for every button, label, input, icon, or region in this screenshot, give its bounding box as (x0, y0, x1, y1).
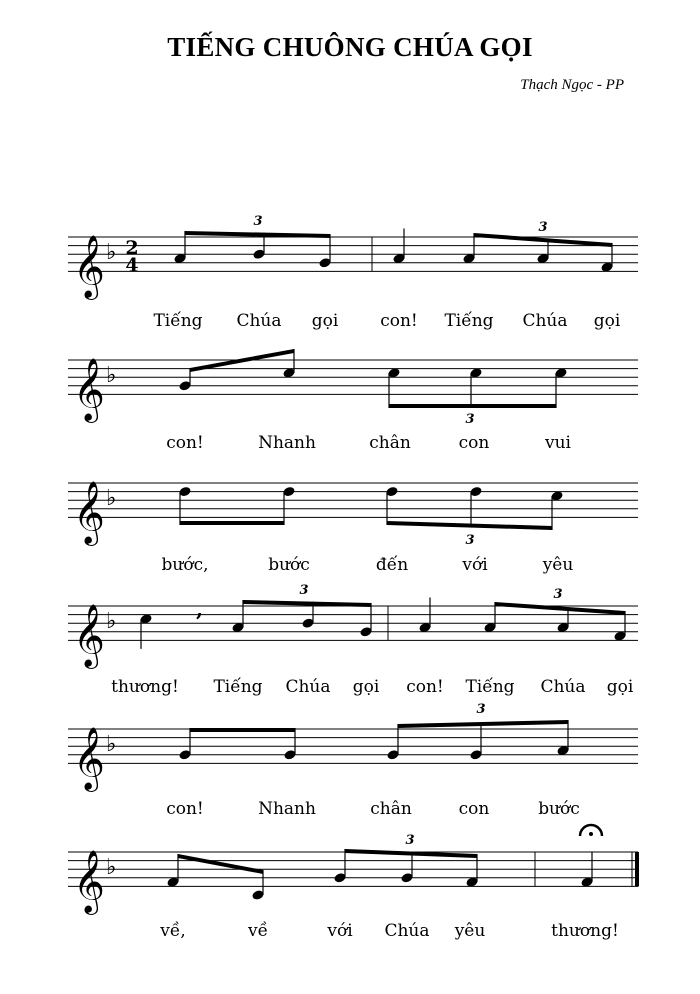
flat-key-signature-icon: ♭ (106, 732, 117, 758)
lyric-syllable: Nhanh (258, 433, 316, 453)
lyric-syllable: bước (268, 555, 310, 575)
composer-credit: Thạch Ngọc - PP (520, 77, 624, 93)
lyric-syllable: Chúa (236, 311, 282, 331)
note-beam (180, 521, 284, 525)
lyric-syllable: bước (538, 799, 580, 819)
note-beam (389, 404, 556, 408)
breath-mark-icon: , (196, 597, 203, 621)
treble-clef-icon: 𝄞 (73, 234, 105, 298)
lyrics-line-4 (0, 677, 700, 701)
lyric-syllable: chân (369, 433, 411, 453)
lyric-syllable: gọi (311, 311, 339, 331)
lyric-syllable: con (458, 799, 490, 819)
lyric-syllable: con! (166, 433, 204, 453)
lyric-syllable: thương! (551, 921, 619, 941)
treble-clef-icon: 𝄞 (73, 603, 105, 667)
tuplet-number: 3 (553, 587, 563, 602)
lyric-syllable: Chúa (384, 921, 430, 941)
note-beam (345, 849, 477, 858)
lyric-syllable: Chúa (522, 311, 568, 331)
tuplet-number: 3 (299, 583, 309, 598)
lyric-syllable: Tiếng (153, 311, 203, 331)
lyric-syllable: bước, (161, 555, 209, 575)
note-beam (178, 854, 263, 874)
tuplet-number: 3 (253, 214, 263, 229)
time-signature-denominator: 4 (125, 254, 139, 277)
lyric-syllable: con! (380, 311, 418, 331)
lyric-syllable: gọi (606, 677, 634, 697)
flat-key-signature-icon: ♭ (106, 240, 117, 266)
lyric-syllable: về (247, 921, 269, 941)
lyric-syllable: Nhanh (258, 799, 316, 819)
treble-clef-icon: 𝄞 (73, 726, 105, 790)
lyrics-line-1 (0, 311, 700, 335)
lyric-syllable: Chúa (285, 677, 331, 697)
lyric-syllable: đến (375, 555, 409, 575)
lyric-syllable: vui (545, 433, 571, 453)
note-beam (398, 720, 568, 728)
lyric-syllable: con (458, 433, 490, 453)
tuplet-number: 3 (476, 702, 486, 717)
treble-clef-icon: 𝄞 (73, 849, 105, 913)
lyric-syllable: với (327, 921, 353, 941)
note-beam (495, 602, 625, 615)
lyric-syllable: yêu (542, 555, 574, 575)
tuplet-number: 3 (465, 533, 475, 548)
lyric-syllable: Tiếng (444, 311, 494, 331)
lyrics-line-3 (0, 555, 700, 579)
tuplet-number: 3 (538, 220, 548, 235)
lyrics-line-2 (0, 433, 700, 457)
tuplet-number: 3 (465, 412, 475, 427)
lyric-syllable: Chúa (540, 677, 586, 697)
lyric-syllable: yêu (454, 921, 486, 941)
flat-key-signature-icon: ♭ (106, 855, 117, 881)
flat-key-signature-icon: ♭ (106, 609, 117, 635)
time-signature-numerator: 2 (125, 237, 139, 260)
note-beam (190, 728, 295, 732)
treble-clef-icon: 𝄞 (73, 480, 105, 544)
song-title: TIẾNG CHUÔNG CHÚA GỌI (167, 32, 533, 62)
tuplet-number: 3 (405, 833, 415, 848)
lyric-syllable: thương! (111, 677, 179, 697)
note-beam (387, 521, 552, 530)
lyrics-line-5 (0, 799, 700, 823)
lyric-syllable: con! (406, 677, 444, 697)
lyric-syllable: với (462, 555, 488, 575)
final-barline-thick (635, 852, 639, 886)
note-beam (474, 233, 612, 247)
lyric-syllable: gọi (352, 677, 380, 697)
lyric-syllable: con! (166, 799, 204, 819)
lyric-syllable: về, (160, 921, 186, 941)
flat-key-signature-icon: ♭ (106, 486, 117, 512)
lyric-syllable: Tiếng (213, 677, 263, 697)
lyric-syllable: Tiếng (465, 677, 515, 697)
lyric-syllable: chân (370, 799, 412, 819)
lyric-syllable: gọi (593, 311, 621, 331)
lyrics-line-6 (0, 921, 700, 945)
flat-key-signature-icon: ♭ (106, 363, 117, 389)
fermata-dot (589, 832, 593, 836)
treble-clef-icon: 𝄞 (73, 357, 105, 421)
